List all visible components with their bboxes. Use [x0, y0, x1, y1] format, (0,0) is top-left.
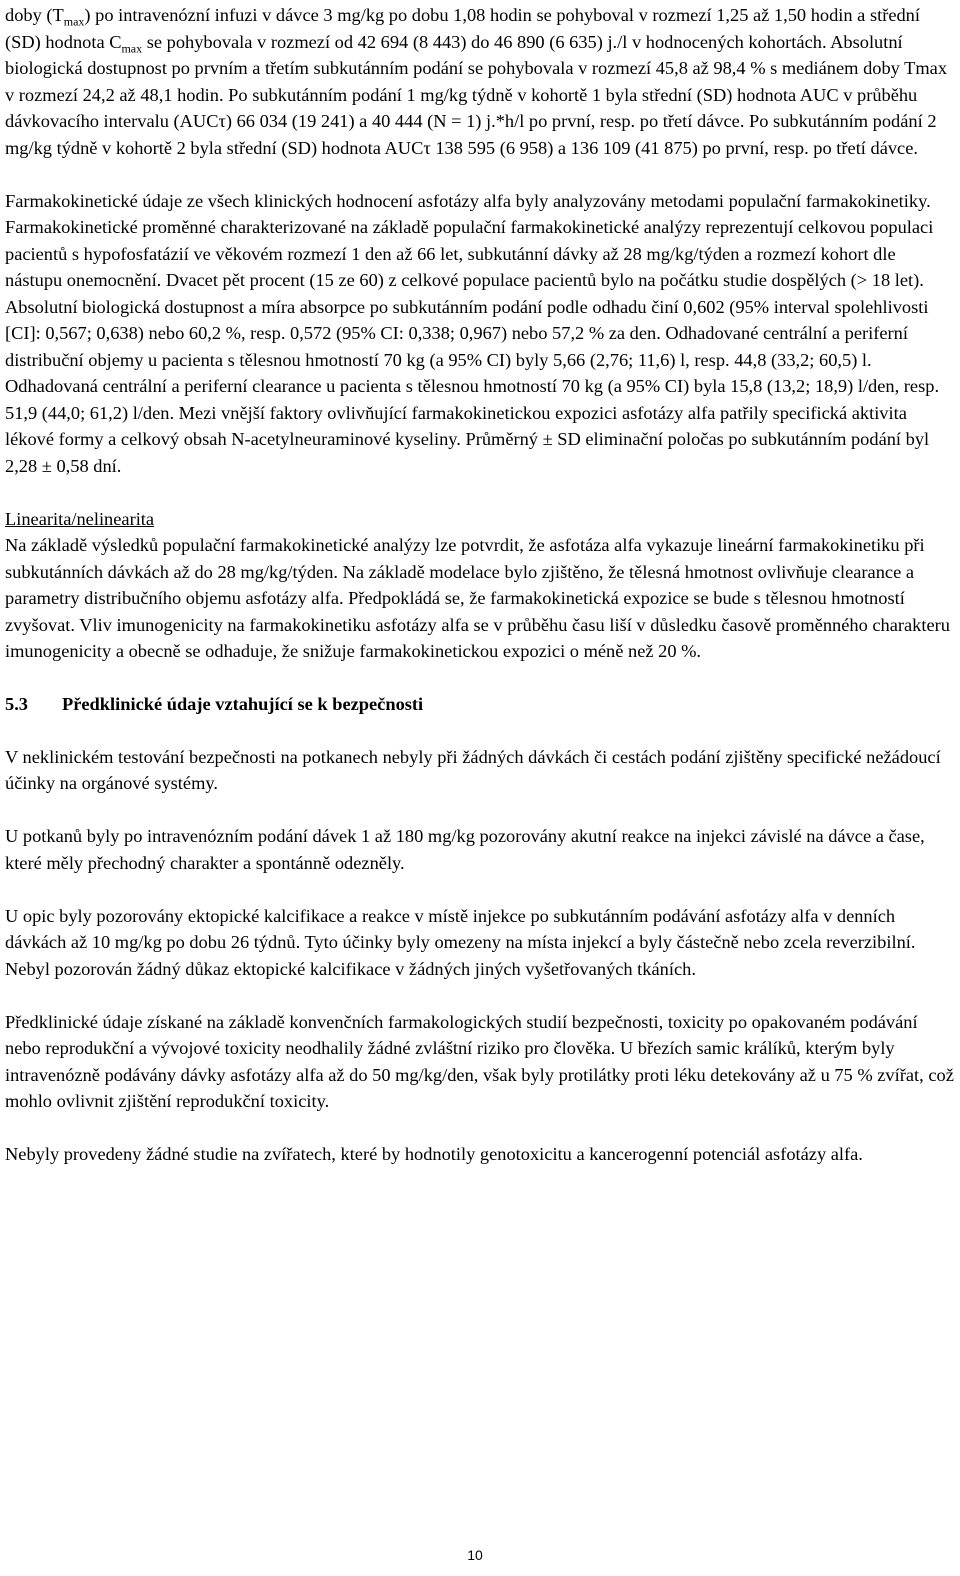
- section-title: Předklinické údaje vztahující se k bezpečnosti: [62, 693, 424, 714]
- safety-paragraph-preclinical: Předklinické údaje získané na základě konvenčních farmakologických studií bezpečnosti, toxicity po opakovaném podávání nebo reprodukční a vývojové toxicity neodhalily žádné zvláštní riziko pro člověka. U březích samic králíků, kterým byly intravenózně podávány dávky asfotázy alfa až do 50 mg/kg/den, však byly protilátky proti léku detekovány až u 75 % zvířat, což mohlo ovlivnit zjištění reprodukční toxicity.: [5, 1011, 954, 1111]
- intro-paragraph: [5, 2, 955, 161]
- section-heading: [5, 691, 955, 718]
- intro-subscript-2: max: [121, 41, 143, 56]
- intro-text-1: doby (T: [5, 5, 64, 25]
- safety-paragraph-monkeys: U opic byly pozorovány ektopické kalcifikace a reakce v místě injekce po subkutánním podávání asfotázy alfa v denních dávkách až 10 mg/kg po dobu 26 týdnů. Tyto účinky byly omezeny na místa injekcí a byly částečně nebo zcela reverzibilní.: [5, 905, 916, 952]
- popk-paragraph: Farmakokinetické údaje ze všech klinických hodnocení asfotázy alfa byly analyzovány metodami populační farmakokinetiky. Farmakokinetické proměnné charakterizované na základě populační farmakokinetické analýzy reprezentují celkovou populaci pacientů s hypofosfatázií ve věkovém rozmezí 1 den až 66 let, subkutánní dávky až 28 mg/kg/týden a rozmezí kohort dle nástupu onemocnění. Dvacet pět procent (15 ze 60) z celkové populace pacientů bylo na počátku studie dospělých (> 18 let). Absolutní biologická dostupnost a míra absorpce po subkutánním podání podle odhadu činí 0,602 (95% interval spolehlivosti [CI]: 0,567; 0,638) nebo 60,2 %, resp. 0,572 (95% CI: 0,338; 0,967) nebo 57,2 % za den. Odhadované centrální a periferní distribuční objemy u pacienta s tělesnou hmotností 70 kg (a 95% CI) byly 5,66 (2,76; 11,6) l, resp. 44,8 (33,2; 60,5) l. Odhadovaná centrální a periferní clearance u pacienta s tělesnou hmotností 70 kg (a 95% CI) byla 15,8 (13,2; 18,9) l/den, resp. 51,9 (44,0; 61,2) l/den. Mezi vnější faktory ovlivňující farmakokinetickou expozici asfotázy alfa patřily specifická aktivita lékové formy a celkový obsah N-acetylneuraminové kyseliny. Průměrný ± SD eliminační poločas po subkutánním podání byl 2,28 ± 0,58 dní.: [5, 190, 940, 476]
- safety-paragraph-no-calcification: Nebyl pozorován žádný důkaz ektopické kalcifikace v žádných jiných vyšetřovaných tkáních.: [5, 958, 696, 979]
- linearity-heading: Linearita/nelinearita: [5, 508, 155, 529]
- safety-paragraph-rats: V neklinickém testování bezpečnosti na potkanech nebyly při žádných dávkách či cestách podání zjištěny specifické nežádoucí účinky na orgánové systémy.: [5, 746, 941, 793]
- intro-text-3: se pohybovala v rozmezí od 42 694 (8 443) do 46 890 (6 635) j./l v hodnocených kohortách. Absolutní biologická dostupnost po prvním a třetím subkutánním podání se pohybovala v rozmezí 45,8 až 98,4 % s mediánem doby Tmax v rozmezí 24,2 až 48,1 hodin. Po subkutánním podání 1 mg/kg týdně v kohortě 1 byla střední (SD) hodnota AUC v průběhu dávkovacího intervalu (AUCτ) 66 034 (19 241) a 40 444 (N = 1) j.*h/l po první, resp. po třetí dávce. Po subkutánním podání 2 mg/kg týdně v kohortě 2 byla střední (SD) hodnota AUCτ 138 595 (6 958) a 136 109 (41 875) po první, resp. po třetí dávce.: [5, 31, 948, 158]
- safety-paragraph-infusion: U potkanů byly po intravenózním podání dávek 1 až 180 mg/kg pozorovány akutní reakce na injekci závislé na dávce a čase, které měly přechodný charakter a spontánně odezněly.: [5, 826, 925, 873]
- intro-text-2: ) po intravenózní infuzi v dávce 3 mg/kg po dobu 1,08 hodin se pohyboval v rozmezí 1,25 až 1,50 hodin a střední (SD) hodnota C: [5, 5, 920, 52]
- linearity-paragraph: Na základě výsledků populační farmakokinetické analýzy lze potvrdit, že asfotáza alfa vykazuje lineární farmakokinetiku při subkutánních dávkách až do 28 mg/kg/týden. Na základě modelace bylo zjištěno, že tělesná hmotnost ovlivňuje clearance a parametry distribučního objemu asfotázy alfa. Předpokládá se, že farmakokinetická expozice se bude s tělesnou hmotností zvyšovat. Vliv imunogenicity na farmakokinetiku asfotázy alfa se v průběhu času liší v důsledku časově proměnného charakteru imunogenicity a obecně se odhaduje, že snižuje farmakokinetickou expozici o méně než 20 %.: [5, 535, 950, 661]
- section-number: 5.3: [5, 693, 28, 714]
- page-number: 10: [467, 1547, 483, 1563]
- document-page: [5, 0, 955, 1168]
- intro-subscript-1: max: [63, 14, 85, 29]
- safety-paragraph-genotoxicity: Nebyly provedeny žádné studie na zvířatech, které by hodnotily genotoxicitu a kancerogenní potenciál asfotázy alfa.: [5, 1144, 863, 1164]
